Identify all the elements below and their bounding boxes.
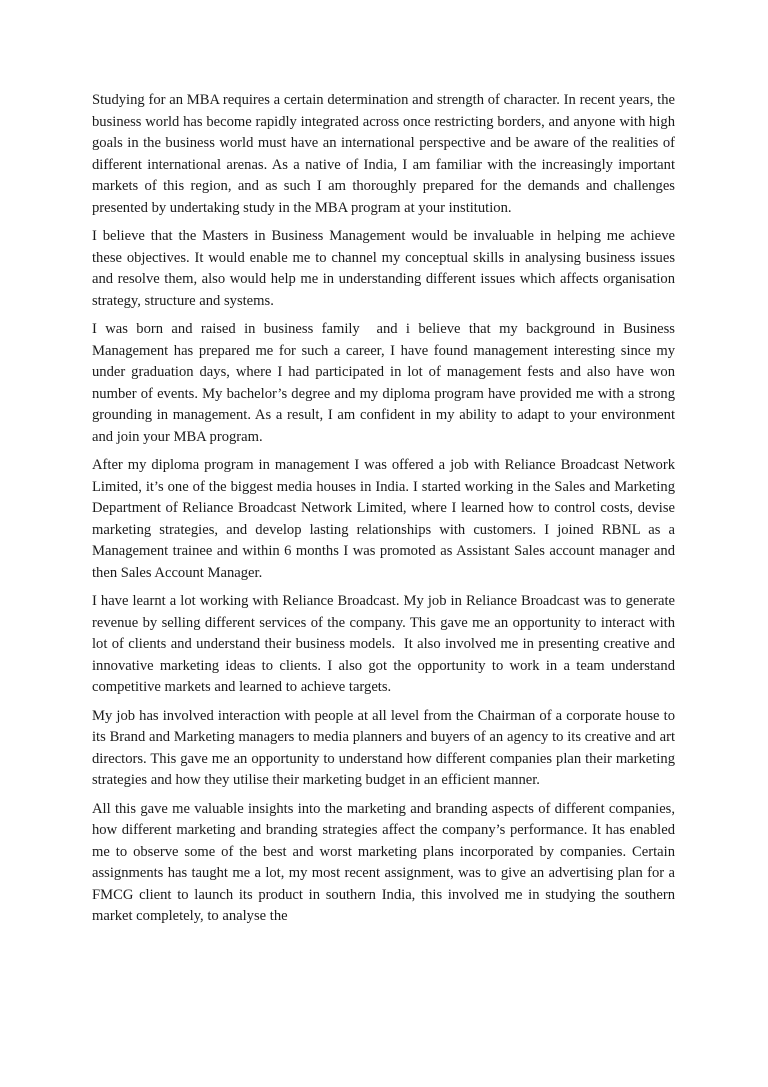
paragraph-insights: All this gave me valuable insights into the marketing and branding aspects of different companies, how different marketing and branding strategies affect the company’s performance. It has enabled me to observe some of the best and worst marketing plans incorporated by companies. Certain assignments has taught me a lot, my most recent assignment, was to give an advertising plan for a FMCG client to launch its product in southern India, this involved me in studying the southern market completely, to analyse the: [92, 800, 679, 924]
paragraph-learnings: I have learnt a lot working with Reliance Broadcast. My job in Reliance Broadcast was to generate revenue by selling different services of the company. This gave me an opportunity to interact with lot of clients and understand their business models. It also involved me in presenting creative and innovative marketing ideas to clients. I also got the opportunity to work in a team understand competitive markets and learned to achieve targets.: [92, 593, 679, 695]
paragraph-mba-motivation: Studying for an MBA requires a certain determination and strength of character. In recent years, the business world has become rapidly integrated across once restricting borders, and anyone with high goals in the business world must have an international perspective and be aware of the realities of different international arenas. As a native of India, I am familiar with the increasingly important markets of this region, and as such I am thoroughly prepared for the demands and challenges presented by undertaking study in the MBA program at your institution.: [92, 92, 679, 216]
paragraph-background: I was born and raised in business family and i believe that my background in Business Management has prepared me for such a career, I have found management interesting since my under graduation days, where I had participated in lot of management fests and also have won number of events. My bachelor’s degree and my diploma program have provided me with a strong grounding in management. As a result, I am confident in my ability to adapt to your environment and join your MBA program.: [92, 321, 679, 445]
paragraph-interactions: My job has involved interaction with people at all level from the Chairman of a corporate house to its Brand and Marketing managers to media planners and buyers of an agency to its creative and art directors. This gave me an opportunity to understand how different companies plan their marketing strategies and how they utilise their marketing budget in an efficient manner.: [92, 707, 679, 788]
paragraph-reliance-job: After my diploma program in management I was offered a job with Reliance Broadcast Network Limited, it’s one of the biggest media houses in India. I started working in the Sales and Marketing Department of Reliance Broadcast Network Limited, where I learned how to control costs, devise marketing strategies, and develop lasting relationships with customers. I joined RBNL as a Management trainee and within 6 months I was promoted as Assistant Sales account manager and then Sales Account Manager.: [92, 457, 679, 581]
paragraph-objectives: I believe that the Masters in Business Management would be invaluable in helping me achieve these objectives. It would enable me to channel my conceptual skills in analysing business issues and resolve them, also would help me in understanding different issues which affects organisation strategy, structure and systems.: [92, 228, 679, 309]
document-page: [92, 90, 679, 928]
